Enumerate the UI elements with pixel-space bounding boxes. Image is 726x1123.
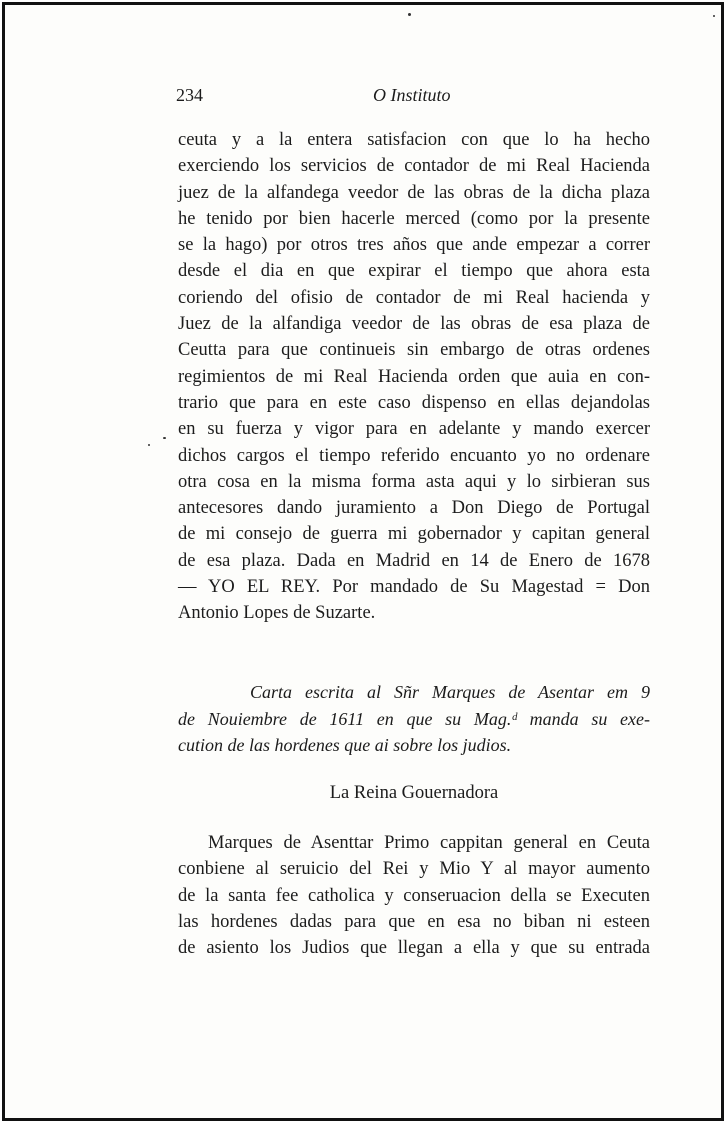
- body-line: se la hago) por otros tres años que ande empezar a correr: [178, 235, 650, 256]
- body-line: he tenido por bien hacerle merced (como por la presente: [178, 208, 650, 229]
- salutation: La Reina Gouernadora: [329, 783, 499, 803]
- body-line: juez de la alfandega veedor de las obras de la dicha plaza: [178, 182, 650, 203]
- section-heading-line: de Nouiembre de 1611 en que su Mag.ᵈ manda su exe-: [178, 708, 650, 729]
- body-line: Juez de la alfandiga veedor de las obras de esa plaza de: [178, 314, 650, 335]
- letter-line: de la santa fee catholica y conseruacion della se Executen: [178, 885, 650, 906]
- journal-title: O Instituto: [373, 85, 451, 105]
- body-line: regimientos de mi Real Hacienda orden que auia en con-: [178, 366, 650, 387]
- print-speck: [148, 444, 150, 446]
- body-paragraph: [178, 127, 650, 627]
- running-head: [178, 85, 650, 111]
- print-speck: [163, 437, 166, 439]
- body-line: antecesores dando juramiento a Don Diego de Portugal: [178, 498, 650, 519]
- print-speck: [408, 13, 411, 16]
- body-line: trario que para en este caso dispenso en ellas dejandolas: [178, 392, 650, 413]
- letter-line: de asiento los Judios que llegan a ella y que su entrada: [178, 938, 650, 959]
- page-frame: [2, 2, 724, 1121]
- body-line: en su fuerza y vigor para en adelante y mando exercer: [178, 419, 650, 440]
- body-line: exerciendo los servicios de contador de mi Real Hacienda: [178, 156, 650, 177]
- body-line: Antonio Lopes de Suzarte.: [178, 603, 376, 624]
- body-line: de mi consejo de guerra mi gobernador y capitan general: [178, 524, 650, 545]
- section-heading-line: Carta escrita al Sñr Marques de Asentar em 9: [250, 682, 650, 702]
- body-line: coriendo del ofisio de contador de mi Real hacienda y: [178, 287, 650, 308]
- body-line: desde el dia en que expirar el tiempo que ahora esta: [178, 261, 650, 282]
- body-line: ceuta y a la entera satisfacion con que lo ha hecho: [178, 130, 650, 150]
- print-speck: [713, 15, 715, 17]
- body-line: otra cosa en la misma forma asta aqui y lo sirbieran sus: [178, 471, 650, 492]
- section-heading: [178, 679, 650, 759]
- body-line: Ceutta para que continueis sin embargo de otras ordenes: [178, 340, 650, 361]
- letter-line: conbiene al seruicio del Rei y Mio Y al mayor aumento: [178, 859, 650, 880]
- page-number: 234: [176, 85, 203, 105]
- letter-line: las hordenes dadas para que en esa no biban ni esteen: [178, 911, 650, 932]
- section-heading-line: cution de las hordenes que ai sobre los judios.: [178, 735, 512, 756]
- letter-paragraph: [178, 830, 650, 961]
- body-line: de esa plaza. Dada en Madrid en 14 de Enero de 1678: [178, 550, 650, 571]
- body-line: dichos cargos el tiempo referido encuanto yo no ordenare: [178, 445, 650, 466]
- body-line: — YO EL REY. Por mandado de Su Magestad = Don: [178, 577, 650, 598]
- letter-line: Marques de Asenttar Primo cappitan general en Ceuta: [208, 833, 650, 853]
